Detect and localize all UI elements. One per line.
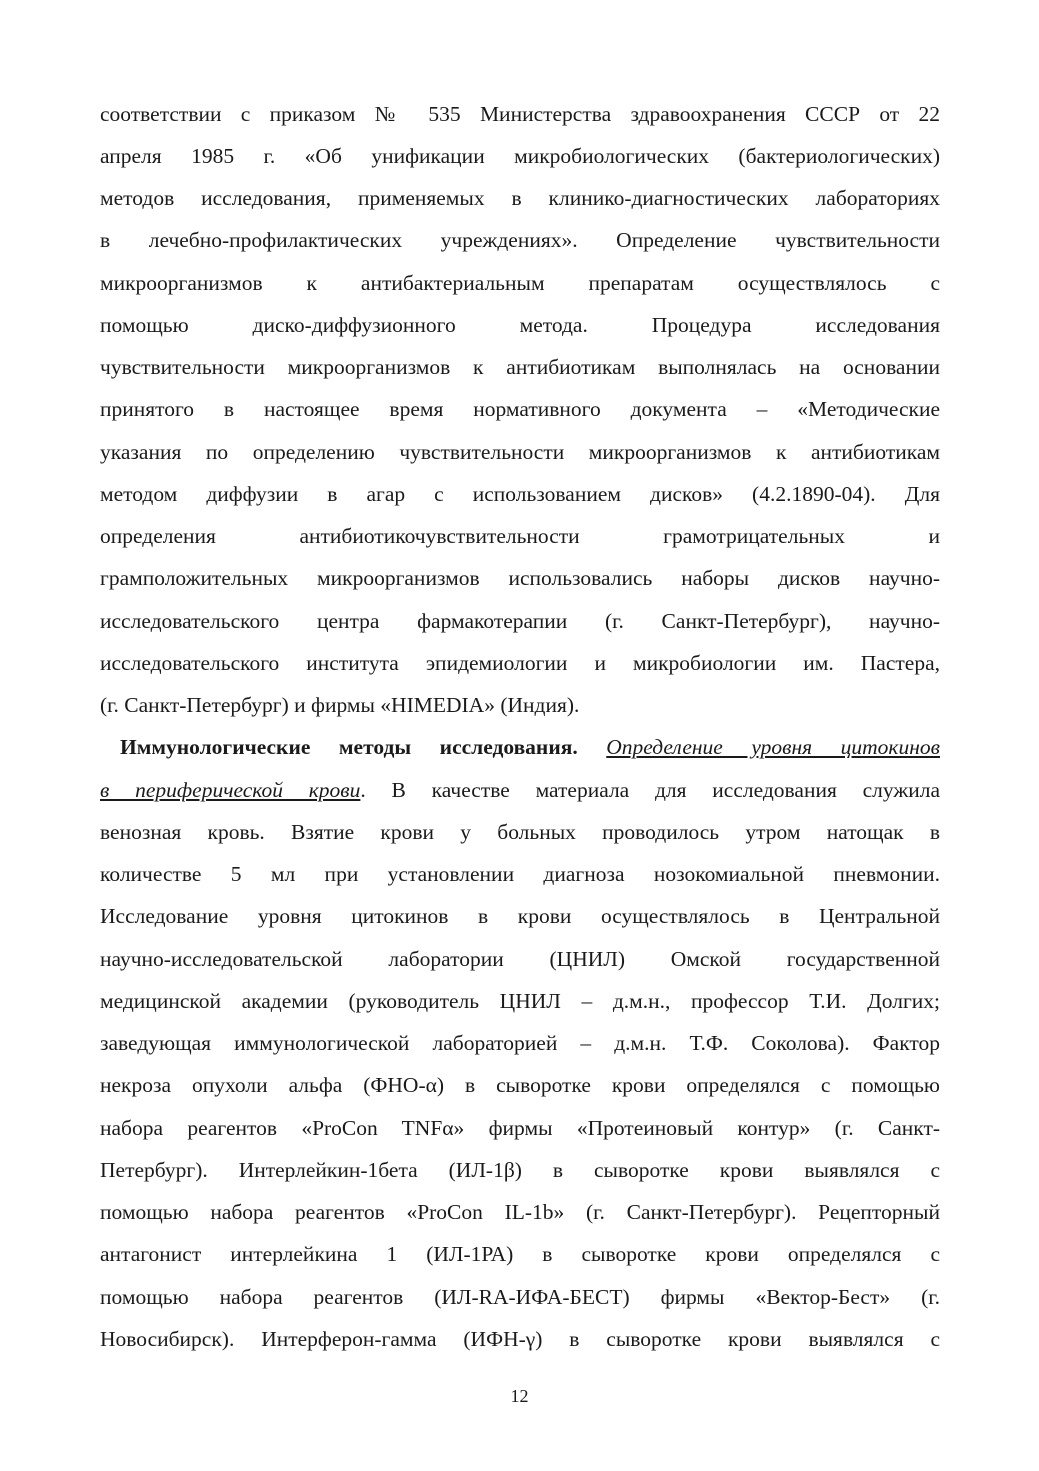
text-line: Новосибирск). Интерферон-гамма (ИФН-γ) в сыворотке крови выявлялся с bbox=[100, 1327, 940, 1351]
text-line: медицинской академии (руководитель ЦНИЛ – д.м.н., профессор Т.И. Долгих; bbox=[100, 989, 940, 1013]
text-line: чувствительности микроорганизмов к антибиотикам выполнялась на основании bbox=[100, 355, 940, 379]
text-span: . В качестве материала для исследования служила bbox=[360, 778, 940, 802]
subsection-title-part2: в периферической крови bbox=[100, 778, 361, 802]
text-line: исследовательского института эпидемиологии и микробиологии им. Пастера, bbox=[100, 651, 940, 675]
text-line: (г. Санкт-Петербург) и фирмы «HIMEDIA» (Индия). bbox=[100, 693, 580, 717]
text-line: помощью набора реагентов (ИЛ-RA-ИФА-БЕСТ) фирмы «Вектор-Бест» (г. bbox=[100, 1285, 940, 1309]
text-line: грамположительных микроорганизмов использовались наборы дисков научно- bbox=[100, 566, 940, 590]
text-line bbox=[100, 775, 940, 805]
subsection-title-part1: Определение уровня цитокинов bbox=[606, 735, 940, 759]
text-line: апреля 1985 г. «Об унификации микробиологических (бактериологических) bbox=[100, 144, 940, 168]
text-line: количестве 5 мл при установлении диагноза нозокомиальной пневмонии. bbox=[100, 862, 940, 886]
text-line: указания по определению чувствительности микроорганизмов к антибиотикам bbox=[100, 440, 940, 464]
text-line: венозная кровь. Взятие крови у больных проводилось утром натощак в bbox=[100, 820, 940, 844]
page-number: 12 bbox=[510, 1386, 529, 1406]
text-line: принятого в настоящее время нормативного документа – «Методические bbox=[100, 397, 940, 421]
text-line: заведующая иммунологической лабораторией – д.м.н. Т.Ф. Соколова). Фактор bbox=[100, 1031, 940, 1055]
section-heading: Иммунологические методы исследования. bbox=[120, 735, 578, 759]
text-line: набора реагентов «ProCon TNFα» фирмы «Протеиновый контур» (г. Санкт- bbox=[100, 1116, 940, 1140]
text-line: определения антибиотикочувствительности грамотрицательных и bbox=[100, 524, 940, 548]
text-line: антагонист интерлейкина 1 (ИЛ-1РА) в сыворотке крови определялся с bbox=[100, 1242, 940, 1266]
text-line: методов исследования, применяемых в клинико-диагностических лабораториях bbox=[100, 186, 940, 210]
text-line: некроза опухоли альфа (ФНО-α) в сыворотке крови определялся с помощью bbox=[100, 1073, 940, 1097]
text-line: помощью набора реагентов «ProCon IL-1b» (г. Санкт-Петербург). Рецепторный bbox=[100, 1200, 940, 1224]
text-line: помощью диско-диффузионного метода. Процедура исследования bbox=[100, 313, 940, 337]
text-line: научно-исследовательской лаборатории (ЦНИЛ) Омской государственной bbox=[100, 947, 940, 971]
text-line: соответствии с приказом № 535 Министерства здравоохранения СССР от 22 bbox=[100, 102, 940, 126]
text-line: в лечебно-профилактических учреждениях». Определение чувствительности bbox=[100, 228, 940, 252]
text-line: микроорганизмов к антибактериальным препаратам осуществлялось с bbox=[100, 271, 940, 295]
text-line: Петербург). Интерлейкин-1бета (ИЛ-1β) в сыворотке крови выявлялся с bbox=[100, 1158, 940, 1182]
text-line: Исследование уровня цитокинов в крови осуществлялось в Центральной bbox=[100, 904, 940, 928]
text-line: методом диффузии в агар с использованием дисков» (4.2.1890-04). Для bbox=[100, 482, 940, 506]
text-line: исследовательского центра фармакотерапии (г. Санкт-Петербург), научно- bbox=[100, 609, 940, 633]
section-heading-line bbox=[120, 732, 940, 762]
